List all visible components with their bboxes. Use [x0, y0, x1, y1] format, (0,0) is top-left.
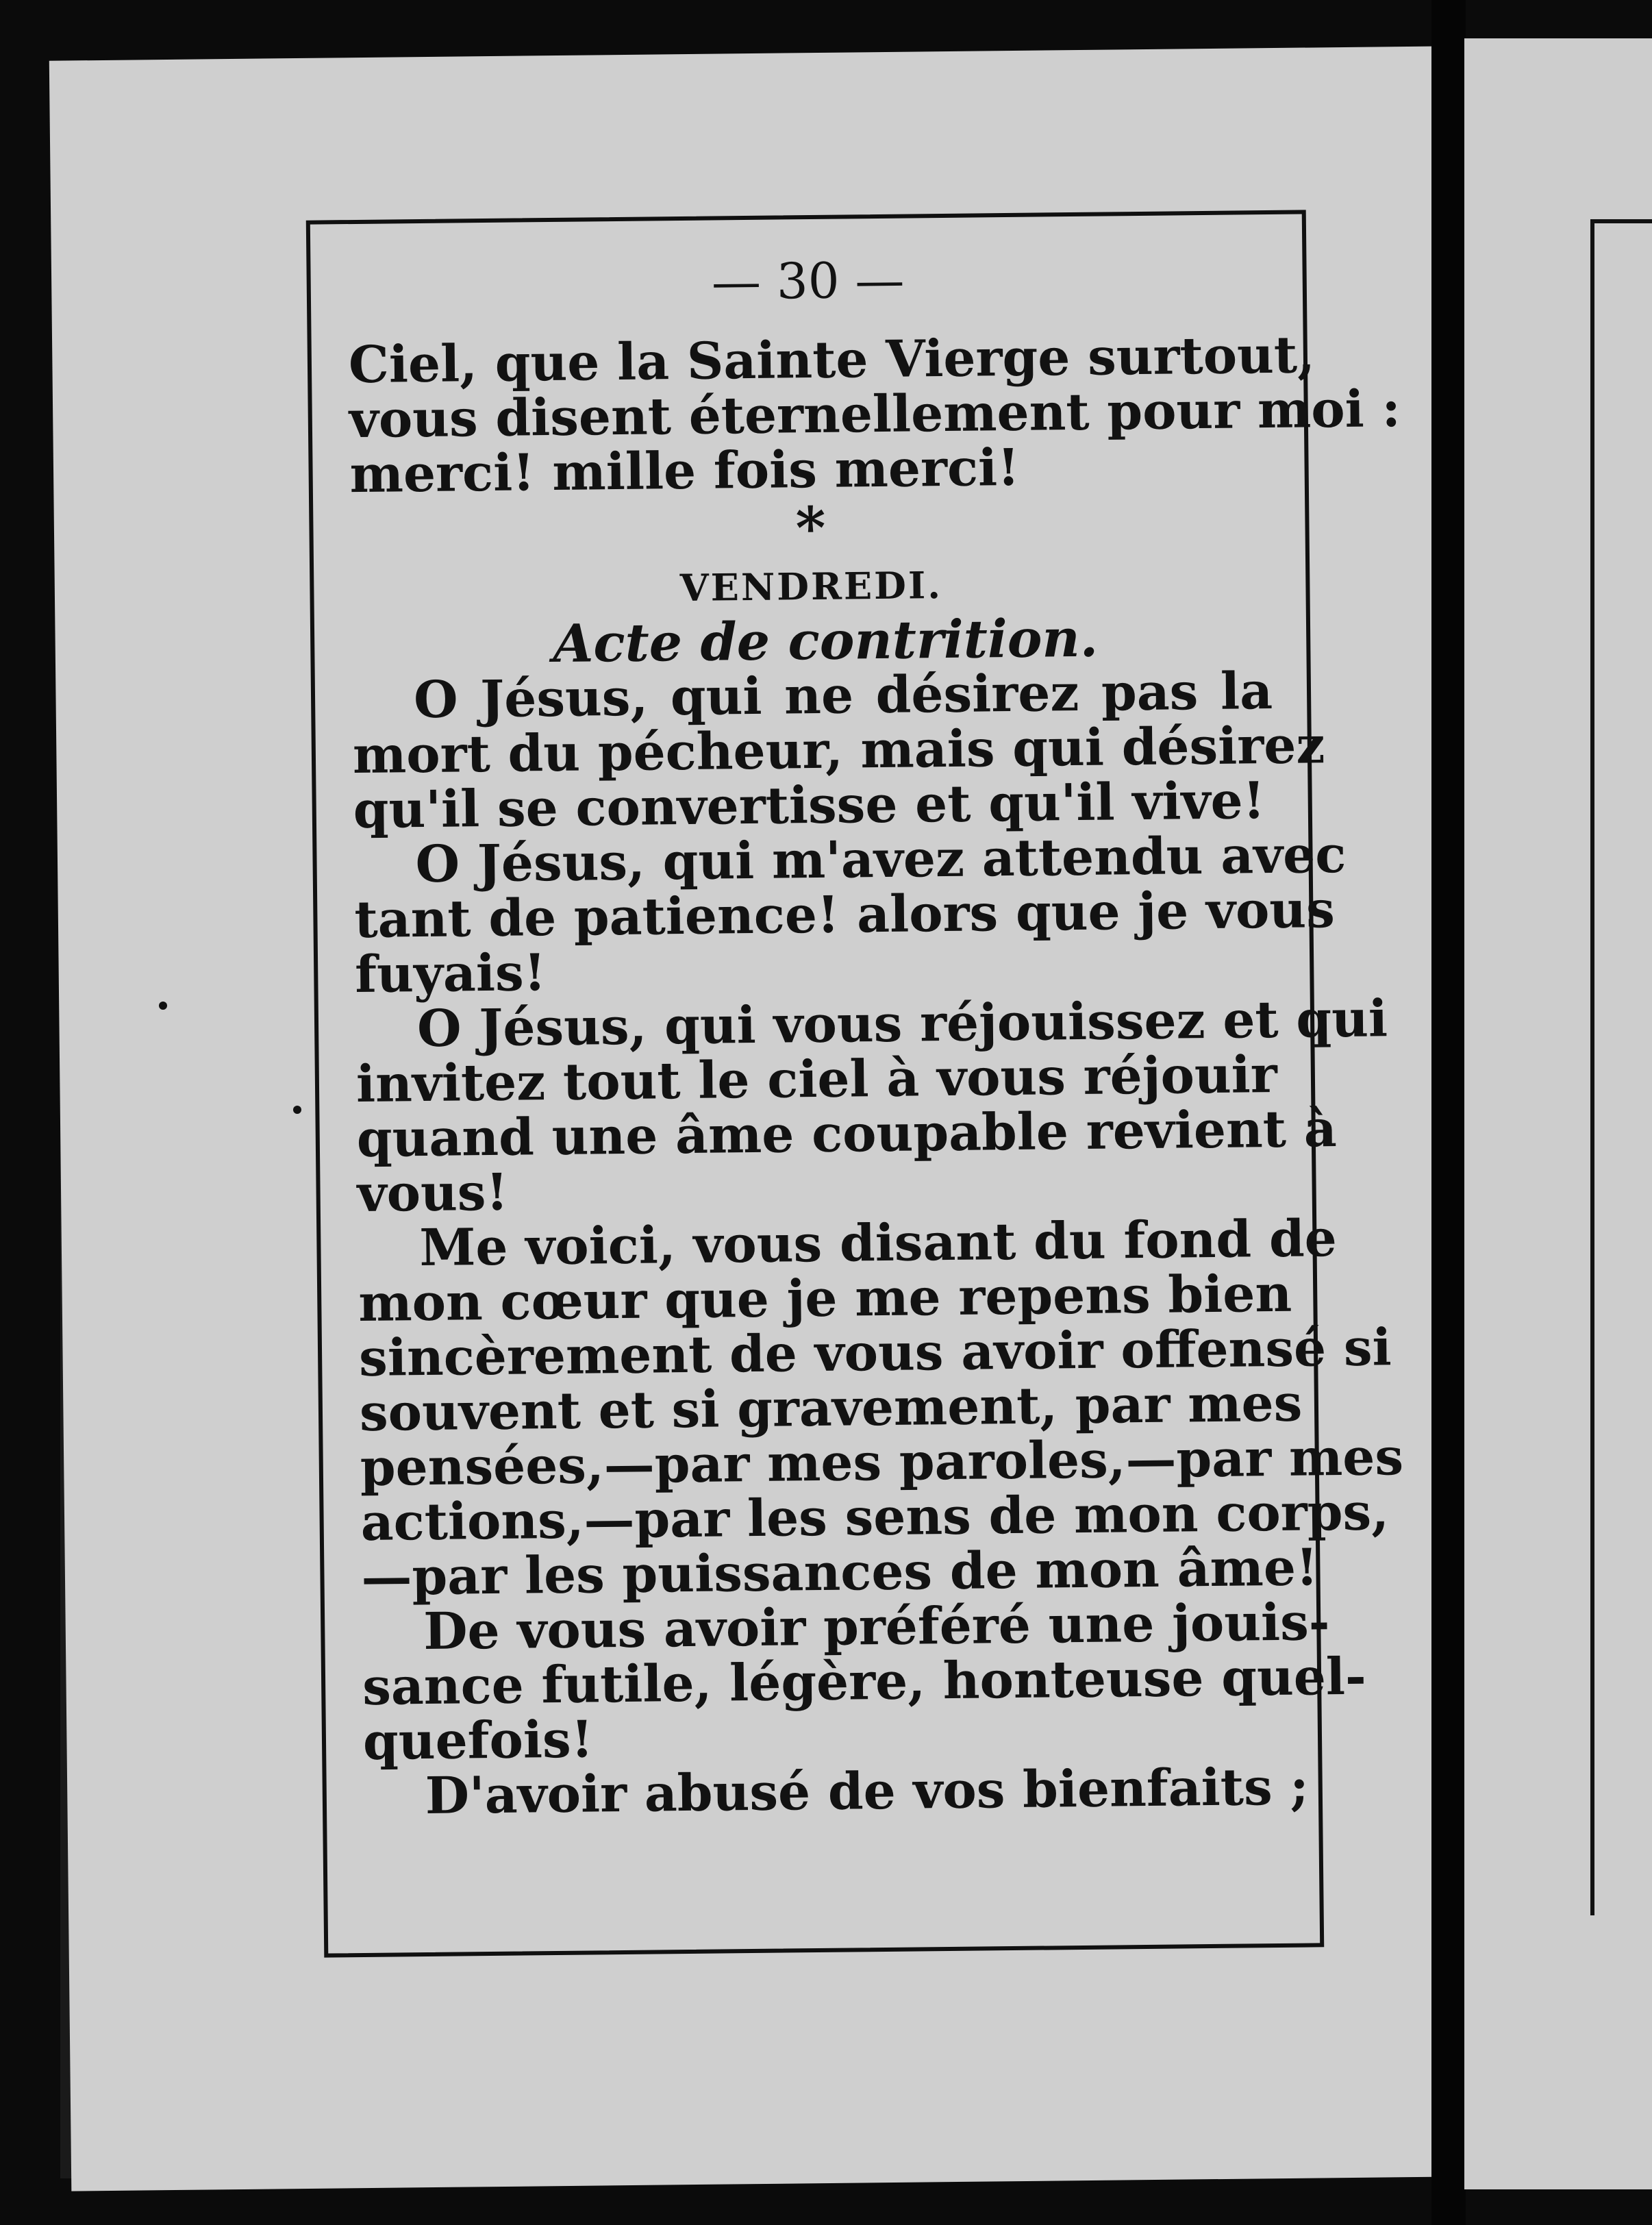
paragraph [358, 1209, 1404, 1607]
text-line: tant de patience! alors que je vous [354, 880, 1336, 950]
text-line: —par les puissances de mon âme! [361, 1538, 1318, 1607]
text-line: invitez tout le ciel à vous réjouir [355, 1045, 1278, 1115]
text-line: mort du pécheur, mais qui désirez [352, 716, 1325, 786]
book-gutter [1431, 0, 1466, 2225]
text-line: vous disent éternellement pour moi : [349, 379, 1401, 450]
text-line: pensées,—par mes paroles,—par mes [360, 1428, 1404, 1497]
ink-speck [293, 1106, 301, 1114]
separator-asterisk: * [795, 493, 826, 562]
prayer-title: Acte de contrition. [552, 607, 1099, 674]
paragraph [352, 661, 1325, 841]
paragraph [353, 825, 1347, 1005]
text-line: mon cœur que je me repens bien [358, 1264, 1292, 1333]
adjacent-page-frame [1590, 219, 1652, 1915]
text-line: O Jésus, qui vous réjouissez et qui [416, 989, 1388, 1059]
text-line: actions,—par les sens de mon corps, [360, 1482, 1390, 1552]
prayer-body [352, 661, 1404, 1826]
text-line: D'avoir abusé de vos bienfaits ; [425, 1757, 1310, 1826]
text-line: O Jésus, qui ne désirez pas la [413, 661, 1273, 730]
day-heading: VENDREDI. [679, 563, 943, 610]
paragraph [355, 989, 1388, 1224]
text-line: qu'il se convertisse et qu'il vive! [353, 771, 1266, 841]
text-line: Ciel, que la Sainte Vierge surtout, [348, 325, 1316, 395]
text-line: sance futile, légère, honteuse quel- [362, 1647, 1367, 1717]
ink-speck [159, 1002, 167, 1010]
paragraph [363, 1757, 1310, 1826]
page-number: — 30 — [711, 251, 905, 311]
text-line: merci! mille fois merci! [349, 438, 1021, 505]
text-line: sincèrement de vous avoir offensé si [358, 1318, 1392, 1388]
text-line: fuyais! [354, 943, 547, 1005]
paragraph [362, 1593, 1367, 1772]
text-line: quand une âme coupable revient à [356, 1099, 1338, 1169]
page-text [347, 249, 1404, 1826]
text-line: quefois! [362, 1710, 594, 1772]
intro-passage [348, 325, 1401, 505]
text-line: Me voici, vous disant du fond de [419, 1209, 1338, 1278]
text-line: souvent et si gravement, par mes [359, 1373, 1303, 1443]
text-line: O Jésus, qui m'avez attendu avec [415, 825, 1347, 895]
text-line: vous! [357, 1163, 509, 1224]
text-line: De vous avoir préféré une jouis- [423, 1593, 1330, 1662]
text-frame [306, 210, 1404, 1957]
